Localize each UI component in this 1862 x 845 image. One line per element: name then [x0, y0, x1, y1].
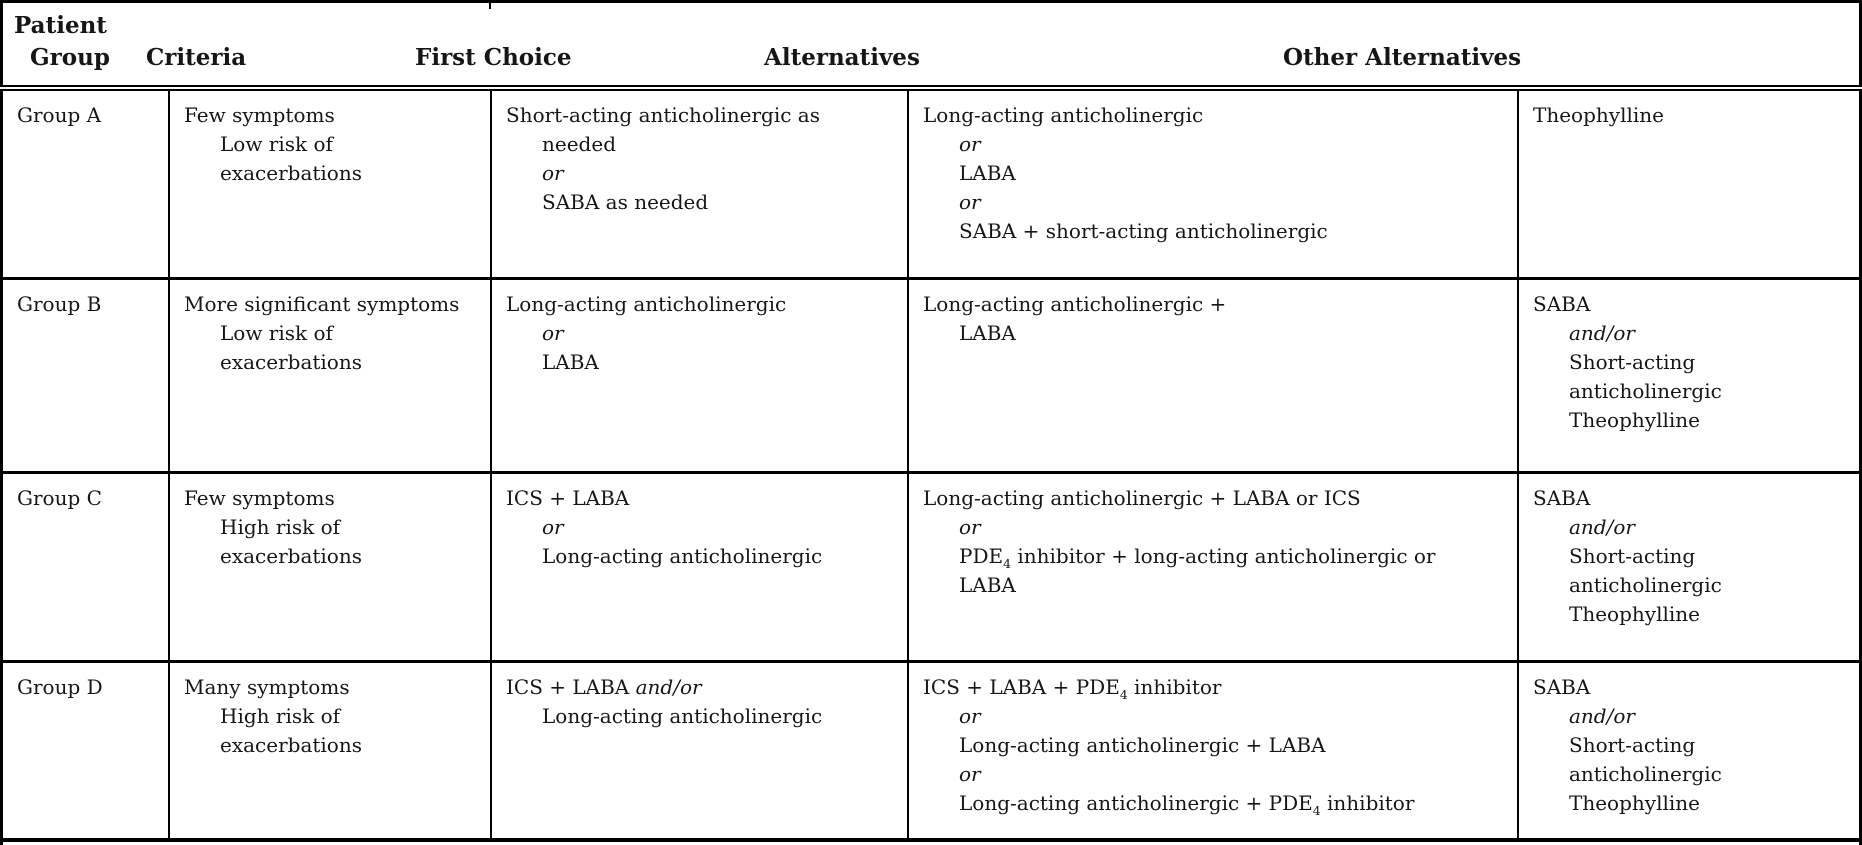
cell-line: Theophylline — [1569, 602, 1700, 626]
cell-line: exacerbations — [220, 161, 362, 185]
cell-group-c-criteria — [170, 474, 490, 660]
cell-group-a-first-choice — [492, 91, 907, 277]
header-first-choice: First Choice — [415, 44, 572, 71]
cell-line: or — [959, 515, 981, 539]
cell-line: Theophylline — [1569, 791, 1700, 815]
header-other-alternatives: Other Alternatives — [1283, 44, 1522, 71]
cell-group-d-other-alternatives — [1519, 663, 1859, 838]
cell-line: exacerbations — [220, 544, 362, 568]
cell-line: and/or — [1569, 515, 1635, 539]
cell-line: Group C — [17, 486, 102, 510]
cell-line: Theophylline — [1569, 408, 1700, 432]
cell-line: or — [959, 132, 981, 156]
cell-line: anticholinergic — [1569, 762, 1722, 786]
cell-line: anticholinergic — [1569, 573, 1722, 597]
cell-group-d-first-choice — [492, 663, 907, 838]
cell-line: exacerbations — [220, 733, 362, 757]
cell-line: Low risk of — [220, 321, 333, 345]
cell-line: Short-acting — [1569, 733, 1696, 757]
cell-line: High risk of — [220, 704, 341, 728]
cell-line: $PDE_4$ inhibitor + long-acting anticholinergic or — [959, 544, 1436, 571]
cell-line: Group A — [17, 103, 102, 127]
cell-line: SABA as needed — [542, 190, 709, 214]
cell-group-d-criteria — [170, 663, 490, 838]
cell-line: SABA — [1533, 675, 1591, 699]
cell-group-b-group — [3, 280, 168, 471]
cell-line: Group B — [17, 292, 102, 316]
cell-group-a-alternatives — [909, 91, 1517, 277]
cell-line: ICS + LABA and/or — [506, 675, 702, 699]
cell-group-a-other-alternatives — [1519, 91, 1859, 277]
cell-line: or — [542, 515, 564, 539]
cell-line: Long-acting anticholinergic + LABA — [959, 733, 1326, 757]
cell-line: More significant symptoms — [184, 292, 460, 316]
cell-group-c-alternatives — [909, 474, 1517, 660]
cell-line: Few symptoms — [184, 486, 335, 510]
cell-line: or — [542, 161, 564, 185]
cell-line: or — [959, 704, 981, 728]
cell-group-c-group — [3, 474, 168, 660]
cell-line: Short-acting anticholinergic as — [506, 103, 820, 127]
table-border-top — [0, 0, 1862, 3]
cell-line: Long-acting anticholinergic + LABA or ICS — [923, 486, 1361, 510]
cell-group-b-alternatives — [909, 280, 1517, 471]
cell-group-b-other-alternatives — [1519, 280, 1859, 471]
cell-line: or — [959, 190, 981, 214]
cell-line: LABA — [542, 350, 599, 374]
cell-group-c-other-alternatives — [1519, 474, 1859, 660]
header-patient-line2: Group — [30, 44, 110, 71]
header-alternatives: Alternatives — [764, 44, 920, 71]
cell-group-a-group — [3, 91, 168, 277]
cell-line: Short-acting — [1569, 544, 1696, 568]
cell-line: Many symptoms — [184, 675, 350, 699]
cell-line: Few symptoms — [184, 103, 335, 127]
cell-group-c-first-choice — [492, 474, 907, 660]
cell-line: SABA — [1533, 292, 1591, 316]
cell-line: exacerbations — [220, 350, 362, 374]
cell-line: Long-acting anticholinergic — [542, 704, 823, 728]
cell-line: Long-acting anticholinergic + $PDE_4$ inhibitor — [959, 791, 1415, 818]
cell-group-a-criteria — [170, 91, 490, 277]
header-criteria: Criteria — [146, 44, 247, 71]
cell-line: or — [542, 321, 564, 345]
cell-line: Long-acting anticholinergic — [542, 544, 823, 568]
top-edge-tick — [489, 0, 491, 9]
header-patient-line1: Patient — [14, 12, 107, 39]
cell-line: and/or — [1569, 704, 1635, 728]
cell-line: Long-acting anticholinergic — [506, 292, 787, 316]
cell-line: ICS + LABA + $PDE_4$ inhibitor — [923, 675, 1222, 702]
cell-line: needed — [542, 132, 616, 156]
cell-line: anticholinergic — [1569, 379, 1722, 403]
cell-line: Short-acting — [1569, 350, 1696, 374]
cell-line: SABA + short-acting anticholinergic — [959, 219, 1328, 243]
cell-line: LABA — [959, 573, 1016, 597]
cell-line: SABA — [1533, 486, 1591, 510]
cell-line: Long-acting anticholinergic — [923, 103, 1204, 127]
cell-line: Theophylline — [1533, 103, 1664, 127]
cell-line: High risk of — [220, 515, 341, 539]
cell-group-d-group — [3, 663, 168, 838]
cell-line: Group D — [17, 675, 103, 699]
cell-line: LABA — [959, 321, 1016, 345]
cell-line: ICS + LABA — [506, 486, 630, 510]
cell-line: or — [959, 762, 981, 786]
cell-group-d-alternatives — [909, 663, 1517, 838]
cell-group-b-first-choice — [492, 280, 907, 471]
cell-line: LABA — [959, 161, 1016, 185]
cell-line: and/or — [1569, 321, 1635, 345]
cell-line: Low risk of — [220, 132, 333, 156]
table-border-bottom — [0, 838, 1862, 842]
cell-line: Long-acting anticholinergic + — [923, 292, 1227, 316]
cell-group-b-criteria — [170, 280, 490, 471]
